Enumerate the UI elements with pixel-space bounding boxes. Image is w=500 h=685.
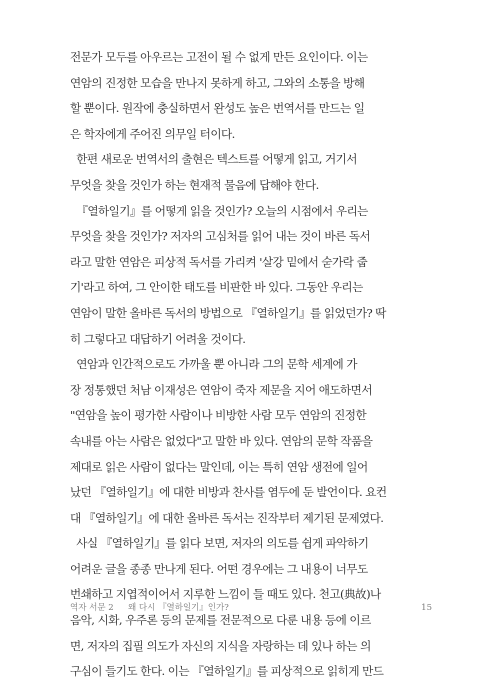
text-line: 무엇을 찾을 것인가? 저자의 고심처를 읽어 내는 것이 바른 독서 [70,229,371,244]
footer-section-label: 역자 서문 2 [70,603,114,613]
running-footer [70,600,432,616]
body-text [70,45,432,685]
text-line: 났던 『열하일기』에 대한 비방과 찬사를 염두에 둔 발언이다. 요컨 [70,485,387,500]
text-line: 히 그렇다고 대답하기 어려울 것이다. [70,331,246,346]
text-line: 연암과 인간적으로도 가까울 뿐 아니라 그의 문학 세계에 가 [70,357,357,372]
text-line: 은 학자에게 주어진 의무일 터이다. [70,126,235,141]
text-line: 장 정통했던 처남 이재성은 연암이 죽자 제문을 지어 애도하면서 [70,382,372,397]
text-line: 기'라고 하여, 그 안이한 태도를 비판한 바 있다. 그동안 우리는 [70,280,363,295]
text-line: 한편 새로운 번역서의 출현은 텍스트를 어떻게 읽고, 거기서 [70,152,357,167]
text-line: 연암이 말한 올바른 독서의 방법으로 『열하일기』를 읽었던가? 딱 [70,305,386,320]
text-line: 어려운 글을 종종 만나게 된다. 어떤 경우에는 그 내용이 너무도 [70,561,368,576]
text-line: 음악, 시화, 우주론 등의 문제를 전문적으로 다룬 내용 등에 이르 [70,613,371,628]
text-line: "연암을 높이 평가한 사람이나 비방한 사람 모두 연암의 진정한 [70,408,367,423]
text-line: 대 『열하일기』에 대한 올바른 독서는 진작부터 제기된 문제였다. [70,510,384,525]
text-line: 사실 『열하일기』를 읽다 보면, 저자의 의도를 쉽게 파악하기 [70,536,369,551]
text-line: 제대로 읽은 사람이 없다는 말인데, 이는 특히 연암 생전에 일어 [70,459,368,474]
text-line: 구심이 들기도 한다. 이는 『열하일기』를 피상적으로 읽히게 만드 [70,664,384,679]
text-line: 『열하일기』를 어떻게 읽을 것인가? 오늘의 시점에서 우리는 [70,203,368,218]
text-line: 무엇을 찾을 것인가 하는 현재적 물음에 답해야 한다. [70,177,319,192]
text-line: 할 뿐이다. 원작에 충실하면서 완성도 높은 번역서를 만드는 일 [70,101,365,116]
text-line: 번쇄하고 지엽적이어서 지루한 느낌이 들 때도 있다. 천고(典故)나 [70,587,381,602]
text-line: 라고 말한 연암은 피상적 독서를 가리켜 '살강 밑에서 숟가락 줍 [70,254,368,269]
text-line: 속내를 아는 사람은 없었다"고 말한 바 있다. 연암의 문학 작품을 [70,433,373,448]
footer-chapter-title: 왜 다시 『열하일기』인가? [128,603,229,613]
text-line: 면, 저자의 집필 의도가 자신의 지식을 자랑하는 데 있나 하는 의 [70,638,371,653]
page-number: 15 [421,603,432,613]
text-line: 전문가 모두를 아우르는 고전이 될 수 없게 만든 요인이다. 이는 [70,50,368,64]
text-line: 연암의 진정한 모습을 만나지 못하게 하고, 그와의 소통을 방해 [70,75,365,90]
